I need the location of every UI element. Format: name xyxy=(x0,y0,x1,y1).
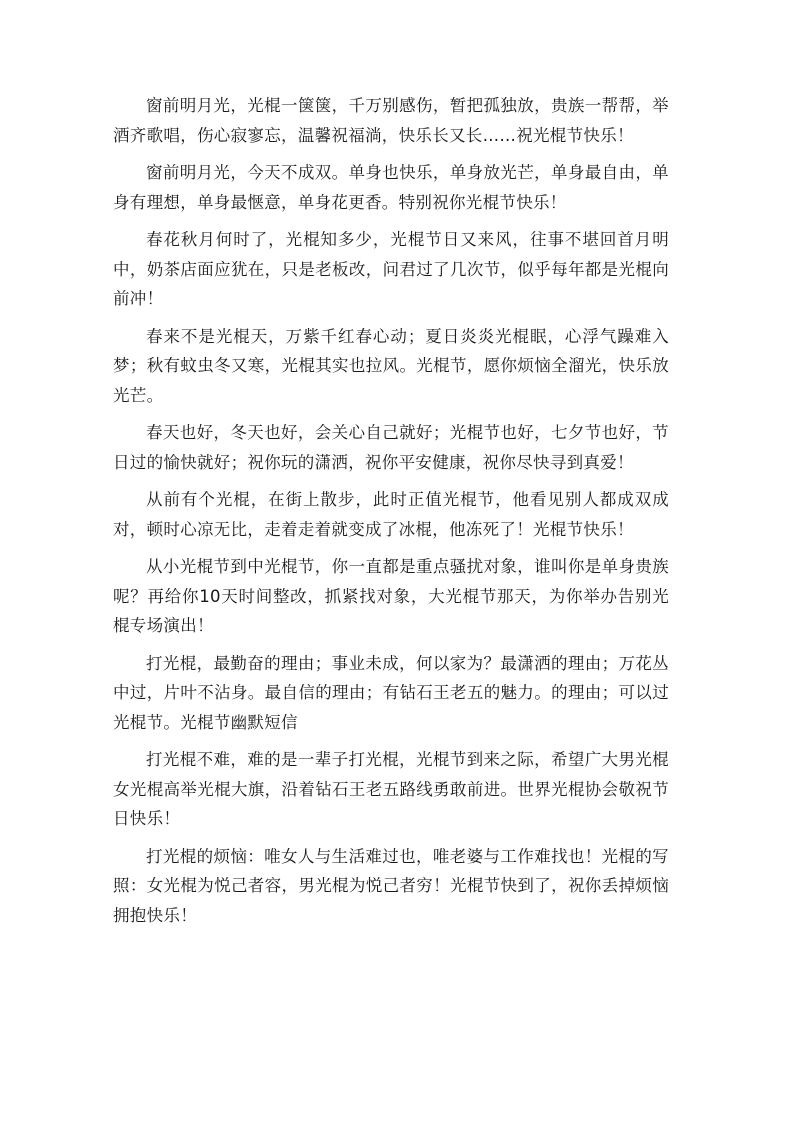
paragraph: 窗前明月光，今天不成双。单身也快乐，单身放光芒，单身最自由，单身有理想，单身最惬意，单身花更香。特别祝你光棍节快乐！ xyxy=(113,163,669,212)
document-body xyxy=(113,91,669,938)
paragraph: 打光棍，最勤奋的理由；事业未成，何以家为？最潇洒的理由；万花丛中过，片叶不沾身。最自信的理由；有钻石王老五的魅力。的理由；可以过光棍节。光棍节幽默短信 xyxy=(113,653,669,732)
paragraph: 打光棍的烦恼：唯女人与生活难过也，唯老婆与工作难找也！光棍的写照：女光棍为悦己者容，男光棍为悦己者穷！光棍节快到了，祝你丢掉烦恼拥抱快乐！ xyxy=(113,846,669,925)
paragraph: 春天也好，冬天也好，会关心自己就好；光棍节也好，七夕节也好，节日过的愉快就好；祝你玩的潇洒，祝你平安健康，祝你尽快寻到真爱！ xyxy=(113,423,669,472)
paragraph: 从前有个光棍，在街上散步，此时正值光棍节，他看见别人都成双成对，顿时心凉无比，走着走着就变成了冰棍，他冻死了！光棍节快乐！ xyxy=(113,490,669,539)
paragraph: 从小光棍节到中光棍节，你一直都是重点骚扰对象，谁叫你是单身贵族呢？再给你10天时间整改，抓紧找对象，大光棍节那天，为你举办告别光棍专场演出！ xyxy=(113,557,669,635)
paragraph: 窗前明月光，光棍一箧箧，千万别感伤，暂把孤独放，贵族一帮帮，举酒齐歌唱，伤心寂寥忘，温馨祝福淌，快乐长又长……祝光棍节快乐！ xyxy=(113,96,669,145)
paragraph: 春来不是光棍天，万紫千红春心动；夏日炎炎光棍眠，心浮气躁难入梦；秋有蚊虫冬又寒，光棍其实也拉风。光棍节，愿你烦恼全溜光，快乐放光芒。 xyxy=(113,326,669,405)
paragraph: 春花秋月何时了，光棍知多少，光棍节日又来风，往事不堪回首月明中，奶茶店面应犹在，只是老板改，问君过了几次节，似乎每年都是光棍向前冲！ xyxy=(113,230,669,308)
paragraph: 打光棍不难，难的是一辈子打光棍，光棍节到来之际，希望广大男光棍女光棍高举光棍大旗，沿着钻石王老五路线勇敢前进。世界光棍协会敬祝节日快乐！ xyxy=(113,750,669,828)
